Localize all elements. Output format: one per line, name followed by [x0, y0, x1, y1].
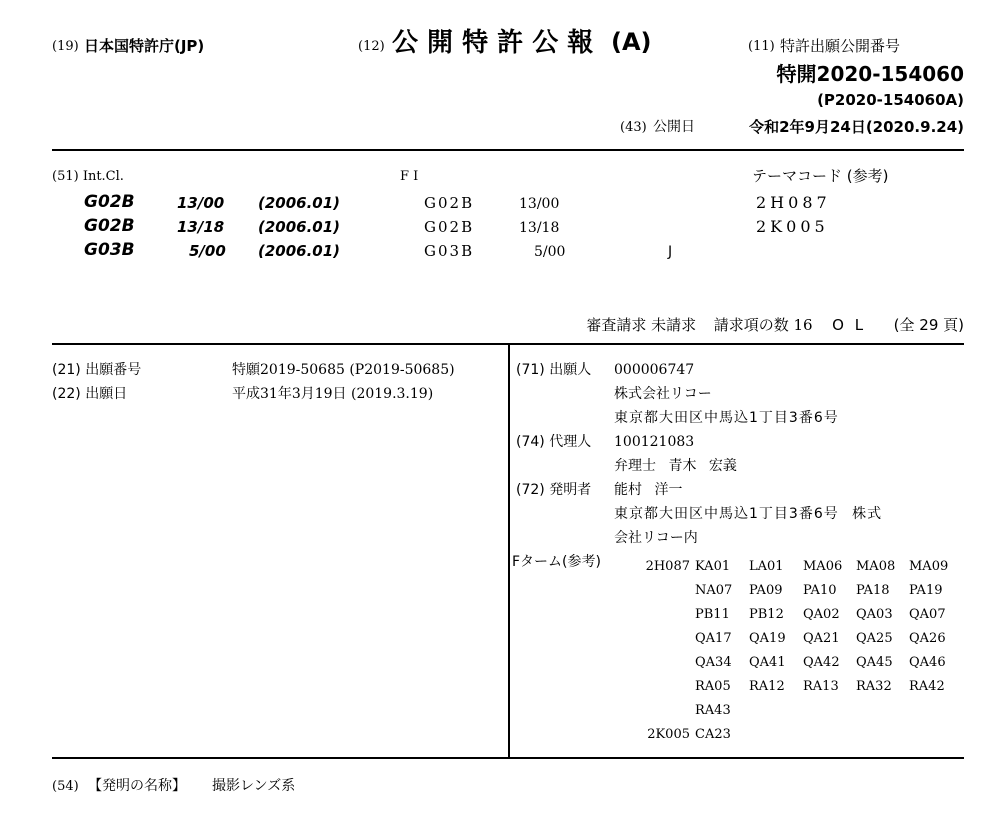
ipc-version: (2006.01) — [258, 218, 341, 236]
application-number-label: (21) 出願番号 — [52, 362, 142, 378]
header-divider — [52, 149, 964, 151]
fi-group: 13/18 — [519, 220, 560, 236]
fi-group: 13/00 — [519, 196, 560, 212]
pubdate-label: 公開日 — [653, 119, 695, 135]
agent-code: 100121083 — [614, 434, 695, 450]
fi-class: G02B — [424, 194, 475, 212]
fterm-code: RA32 — [856, 679, 892, 694]
fterm-code: QA25 — [856, 631, 893, 646]
invention-title: 撮影レンズ系 — [212, 778, 296, 794]
fterm-code: PA19 — [909, 583, 943, 598]
theme-code-label: テーマコード (参考) — [752, 167, 889, 185]
office-code: (19) — [52, 39, 79, 54]
fterm-code: PA18 — [856, 583, 890, 598]
pubno-code: (11) — [748, 39, 775, 54]
publication-number-alt: (P2020-154060A) — [817, 91, 964, 109]
ipc-class: G03B — [84, 240, 135, 260]
fterm-label: Fターム(参考) — [512, 554, 601, 570]
inventor-name: 能村 洋一 — [614, 482, 683, 498]
fi-label: F I — [400, 169, 419, 184]
fterm-code: MA08 — [856, 559, 896, 574]
fterm-code: RA43 — [695, 703, 731, 718]
applicant-code: 000006747 — [614, 362, 695, 378]
ipc-group: 13/00 — [177, 194, 225, 212]
filing-date: 平成31年3月19日 (2019.3.19) — [232, 386, 434, 402]
fterm-code: RA12 — [749, 679, 785, 694]
title-code: (54) — [52, 779, 79, 794]
filing-date-label: (22) 出願日 — [52, 386, 128, 402]
fterm-code: QA02 — [803, 607, 840, 622]
ipc-class: G02B — [84, 216, 135, 236]
ipc-group: 5/00 — [189, 242, 226, 260]
exam-status-line — [586, 318, 964, 333]
kind-code: (12) — [358, 39, 385, 54]
fterm-code: QA19 — [749, 631, 786, 646]
fterm-code: PA10 — [803, 583, 837, 598]
agent-name: 弁理士 青木 宏義 — [614, 458, 737, 474]
fterm-code: CA23 — [695, 727, 731, 742]
fterm-code: QA21 — [803, 631, 840, 646]
application-number: 特願2019-50685 (P2019-50685) — [232, 362, 455, 378]
fterm-code: QA46 — [909, 655, 946, 670]
ipc-version: (2006.01) — [258, 194, 341, 212]
fterm-code: RA05 — [695, 679, 731, 694]
fterm-code: QA17 — [695, 631, 732, 646]
claims-label: 請求項の数 — [713, 316, 789, 334]
fi-extra: J — [668, 244, 673, 260]
publication-number: 特開2020-154060 — [776, 62, 964, 86]
theme-code: 2K005 — [756, 217, 829, 236]
page-count: (全 29 頁) — [893, 316, 964, 334]
publication-kind-title: 公 開 特 許 公 報 — [392, 28, 594, 58]
fterm-code: KA01 — [695, 559, 731, 574]
fi-group: 5/00 — [534, 244, 566, 260]
exam-request-value: 未請求 — [651, 316, 697, 334]
fterm-code: MA06 — [803, 559, 843, 574]
office-name: 日本国特許庁(JP) — [84, 37, 205, 55]
inventor-address: 東京都大田区中馬込1丁目3番6号 株式 — [614, 506, 883, 522]
ipc-version: (2006.01) — [258, 242, 341, 260]
fterm-code: PB12 — [749, 607, 784, 622]
fterm-code: PA09 — [749, 583, 783, 598]
fterm-code: QA07 — [909, 607, 946, 622]
intcl-label: (51) Int.Cl. — [52, 169, 124, 184]
ipc-group: 13/18 — [177, 218, 225, 236]
fterm-theme-code: 2K005 — [647, 727, 690, 742]
bib-bottom-divider — [52, 757, 964, 759]
fterm-code: RA13 — [803, 679, 839, 694]
pubno-label: 特許出願公開番号 — [780, 37, 901, 55]
applicant-label: (71) 出願人 — [516, 362, 592, 378]
pubdate-code: (43) — [620, 120, 647, 135]
fterm-code: RA42 — [909, 679, 945, 694]
inventor-label: (72) 発明者 — [516, 482, 592, 498]
fterm-code: QA41 — [749, 655, 786, 670]
fi-class: G02B — [424, 218, 475, 236]
fi-class: G03B — [424, 242, 475, 260]
title-label: 【発明の名称】 — [88, 778, 186, 794]
applicant-address: 東京都大田区中馬込1丁目3番6号 — [614, 410, 839, 426]
fterm-code: QA34 — [695, 655, 732, 670]
claims-count: 16 — [793, 316, 813, 334]
theme-code: 2H087 — [756, 193, 831, 212]
exam-request-label: 審査請求 — [586, 316, 647, 334]
fterm-code: PB11 — [695, 607, 730, 622]
bib-column-divider — [508, 345, 510, 757]
ipc-class: G02B — [84, 192, 135, 212]
fterm-code: NA07 — [695, 583, 733, 598]
fterm-code: QA03 — [856, 607, 893, 622]
publication-date: 令和2年9月24日(2020.9.24) — [749, 118, 964, 136]
fterm-code: QA42 — [803, 655, 840, 670]
applicant-name: 株式会社リコー — [614, 386, 712, 402]
fterm-code: LA01 — [749, 559, 784, 574]
fterm-code: QA26 — [909, 631, 946, 646]
ol-mark: O L — [832, 316, 867, 334]
fterm-theme-code: 2H087 — [645, 559, 690, 574]
fterm-code: QA45 — [856, 655, 893, 670]
fterm-code: MA09 — [909, 559, 949, 574]
agent-label: (74) 代理人 — [516, 434, 592, 450]
inventor-address-cont: 会社リコー内 — [614, 530, 698, 546]
publication-kind-code: (A) — [611, 28, 652, 56]
